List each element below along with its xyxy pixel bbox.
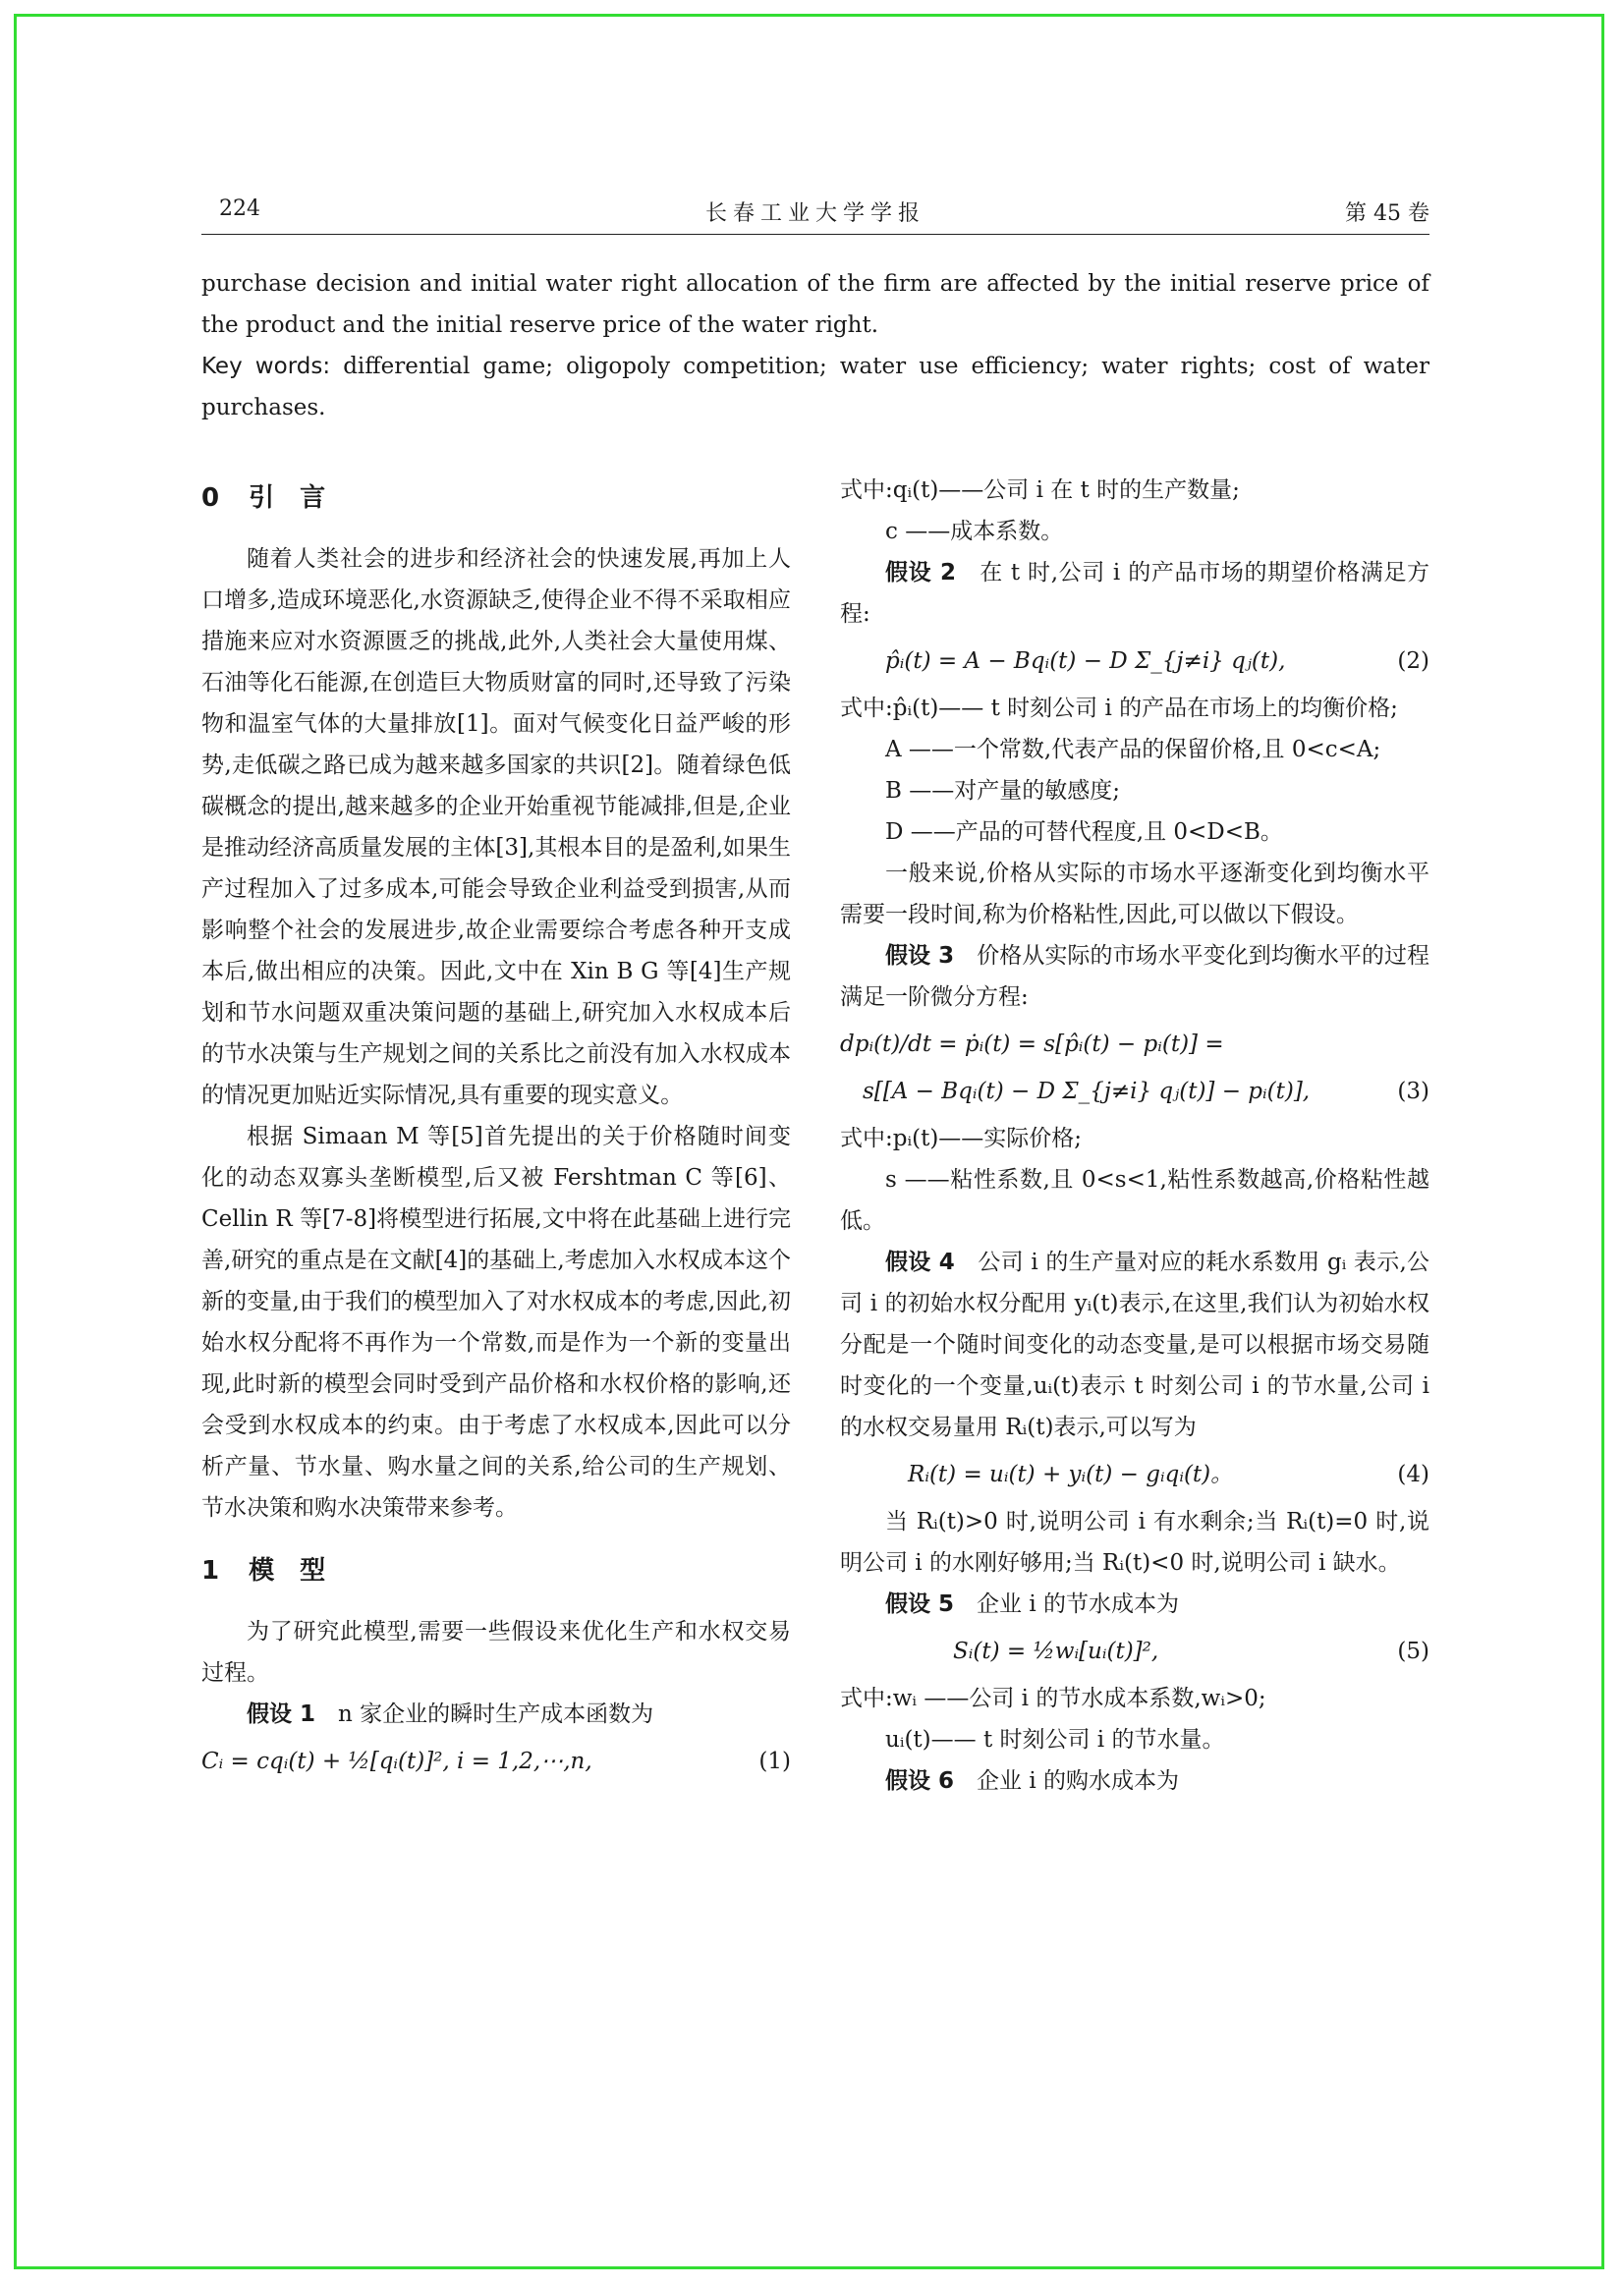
intro-paragraph-2: 根据 Simaan M 等[5]首先提出的关于价格随时间变化的动态双寡头垄断模型,后又被 Fershtman C 等[6]、Cellin R 等[7-8]将模型进行拓展,文中将在此基础上进行完善,研究的重点是在文献[4]的基础上,考虑加入水权成本这个新的变量,由于我们的模型加入了对水权成本的考虑,因此,初始水权分配将不再作为一个常数,而是作为一个新的变量出现,此时新的模型会同时受到产品价格和水权价格的影响,还会受到水权成本的约束。由于考虑了水权成本,因此可以分析产量、节水量、购水量之间的关系,给公司的生产规划、节水决策和购水决策带来参考。 bbox=[201, 1124, 791, 1521]
keywords-text: differential game; oligopoly competition; water use efficiency; water rights; cost of water purchases. bbox=[201, 354, 1429, 420]
assumption-label: 假设 1 bbox=[247, 1701, 316, 1727]
equation-body: Rᵢ(t) = uᵢ(t) + yᵢ(t) − gᵢqᵢ(t)。 bbox=[908, 1462, 1234, 1487]
definition-line: 式中:pᵢ(t)——实际价格; bbox=[840, 1126, 1083, 1151]
assumption-text: n 家企业的瞬时生产成本函数为 bbox=[338, 1701, 654, 1727]
equation-body: s[[A − Bqᵢ(t) − D Σ_{j≠i} qⱼ(t)] − pᵢ(t)], bbox=[863, 1079, 1311, 1104]
page-number: 224 bbox=[219, 196, 260, 221]
journal-title: 长春工业大学学报 bbox=[704, 201, 925, 226]
assumption-text: 公司 i 的生产量对应的耗水系数用 gᵢ 表示,公司 i 的初始水权分配用 yᵢ(t)表示,在这里,我们认为初始水权分配是一个随时间变化的动态变量,是可以根据市场交易随时变化的一个变量,uᵢ(t)表示 t 时刻公司 i 的节水量,公司 i 的水权交易量用 Rᵢ(t)表示,可以写为 bbox=[840, 1250, 1430, 1440]
equation-5 bbox=[840, 1631, 1429, 1672]
assumption-label: 假设 5 bbox=[885, 1591, 955, 1617]
running-header bbox=[201, 196, 1429, 236]
definition-line: uᵢ(t)—— t 时刻公司 i 的节水量。 bbox=[885, 1727, 1225, 1753]
section-number: 0 bbox=[201, 483, 220, 513]
section-number: 1 bbox=[201, 1556, 220, 1586]
assumption-label: 假设 6 bbox=[885, 1768, 955, 1794]
assumption-label: 假设 3 bbox=[885, 943, 955, 969]
definition-line: s ——粘性系数,且 0<s<1,粘性系数越高,价格粘性越低。 bbox=[840, 1167, 1429, 1234]
sticky-price-paragraph: 一般来说,价格从实际的市场水平逐渐变化到均衡水平需要一段时间,称为价格粘性,因此,可以做以下假设。 bbox=[840, 861, 1429, 927]
equation-4 bbox=[840, 1454, 1429, 1495]
section-title: 模 型 bbox=[249, 1556, 326, 1586]
equation-body: Sᵢ(t) = ½wᵢ[uᵢ(t)]², bbox=[953, 1639, 1159, 1664]
definition-line: B ——对产量的敏感度; bbox=[885, 778, 1120, 804]
assumption-text: 价格从实际的市场水平变化到均衡水平的过程满足一阶微分方程: bbox=[840, 943, 1430, 1010]
equation-1 bbox=[201, 1741, 791, 1782]
volume-label: 第 45 卷 bbox=[1345, 201, 1429, 226]
abstract-block bbox=[201, 263, 1429, 428]
keywords-line bbox=[201, 346, 1429, 428]
equation-number: (5) bbox=[1397, 1639, 1429, 1664]
section-title: 引 言 bbox=[249, 483, 326, 513]
abstract-tail: purchase decision and initial water right allocation of the firm are affected by the initial reserve price of the product and the initial reserve price of the water right. bbox=[201, 271, 1429, 338]
equation-3a bbox=[840, 1024, 1429, 1065]
assumption-2 bbox=[840, 552, 1429, 635]
assumption-label: 假设 4 bbox=[885, 1250, 955, 1275]
keywords-label: Key words: bbox=[201, 354, 331, 379]
equation-2 bbox=[840, 641, 1429, 682]
assumption-label: 假设 2 bbox=[885, 560, 956, 586]
assumption-1 bbox=[201, 1694, 791, 1735]
section-heading-intro bbox=[201, 477, 791, 519]
definition-line: 式中:qᵢ(t)——公司 i 在 t 时的生产数量; bbox=[840, 477, 1240, 503]
equation-body: dpᵢ(t)/dt = ṗᵢ(t) = s[p̂ᵢ(t) − pᵢ(t)] = bbox=[840, 1032, 1224, 1057]
right-column bbox=[840, 470, 1429, 1802]
assumption-text: 在 t 时,公司 i 的产品市场的期望价格满足方程: bbox=[840, 560, 1429, 627]
water-balance-paragraph: 当 Rᵢ(t)>0 时,说明公司 i 有水剩余;当 Rᵢ(t)=0 时,说明公司 i 的水刚好够用;当 Rᵢ(t)<0 时,说明公司 i 缺水。 bbox=[840, 1509, 1429, 1576]
assumption-text: 企业 i 的购水成本为 bbox=[977, 1768, 1179, 1794]
equation-number: (3) bbox=[1397, 1079, 1429, 1104]
definition-line: c ——成本系数。 bbox=[885, 519, 1064, 544]
definition-line: 式中:wᵢ ——公司 i 的节水成本系数,wᵢ>0; bbox=[840, 1686, 1266, 1711]
equation-body: Cᵢ = cqᵢ(t) + ½[qᵢ(t)]², i = 1,2,⋯,n, bbox=[201, 1749, 592, 1774]
equation-3b bbox=[840, 1071, 1429, 1112]
left-column bbox=[201, 470, 791, 1788]
section-heading-model bbox=[201, 1550, 791, 1591]
assumption-4 bbox=[840, 1242, 1429, 1448]
definition-line: D ——产品的可替代程度,且 0<D<B。 bbox=[885, 819, 1283, 845]
equation-number: (1) bbox=[758, 1749, 791, 1774]
model-paragraph-1: 为了研究此模型,需要一些假设来优化生产和水权交易过程。 bbox=[201, 1619, 791, 1686]
assumption-5 bbox=[840, 1584, 1429, 1625]
equation-number: (2) bbox=[1397, 648, 1429, 674]
equation-body: p̂ᵢ(t) = A − Bqᵢ(t) − D Σ_{j≠i} qⱼ(t), bbox=[885, 648, 1286, 674]
assumption-3 bbox=[840, 935, 1429, 1018]
definition-line: 式中:p̂ᵢ(t)—— t 时刻公司 i 的产品在市场上的均衡价格; bbox=[840, 696, 1398, 721]
assumption-text: 企业 i 的节水成本为 bbox=[977, 1591, 1179, 1617]
definition-line: A ——一个常数,代表产品的保留价格,且 0<c<A; bbox=[885, 737, 1381, 762]
assumption-6 bbox=[840, 1760, 1429, 1802]
equation-number: (4) bbox=[1397, 1462, 1429, 1487]
header-rule bbox=[201, 234, 1429, 235]
intro-paragraph-1: 随着人类社会的进步和经济社会的快速发展,再加上人口增多,造成环境恶化,水资源缺乏,使得企业不得不采取相应措施来应对水资源匮乏的挑战,此外,人类社会大量使用煤、石油等化石能源,在创造巨大物质财富的同时,还导致了污染物和温室气体的大量排放[1]。面对气候变化日益严峻的形势,走低碳之路已成为越来越多国家的共识[2]。随着绿色低碳概念的提出,越来越多的企业开始重视节能减排,但是,企业是推动经济高质量发展的主体[3],其根本目的是盈利,如果生产过程加入了过多成本,可能会导致企业利益受到损害,从而影响整个社会的发展进步,故企业需要综合考虑各种开支成本后,做出相应的决策。因此,文中在 Xin B G 等[4]生产规划和节水问题双重决策问题的基础上,研究加入水权成本后的节水决策与生产规划之间的关系比之前没有加入水权成本的情况更加贴近实际情况,具有重要的现实意义。 bbox=[201, 546, 791, 1108]
